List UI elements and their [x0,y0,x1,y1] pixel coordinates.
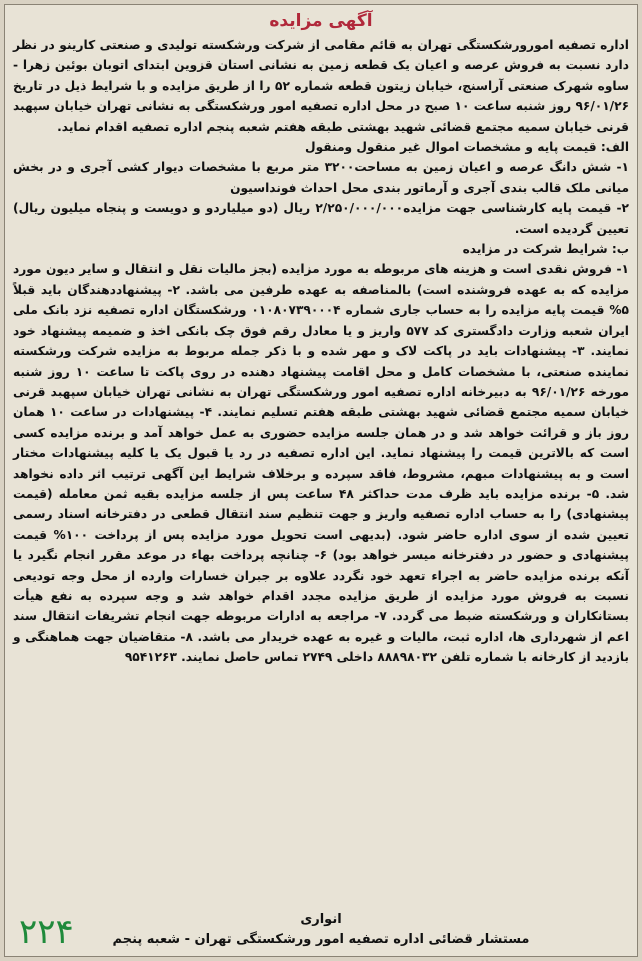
newspaper-clipping [4,4,638,957]
section-b-heading: ب: شرایط شرکت در مزایده [462,242,629,257]
notice-body [5,33,637,668]
signature-role: مستشار قضائی اداره تصفیه امور ورشکستگی تهران - شعبه پنجم [112,932,530,947]
section-b-terms: ۱- فروش نقدی است و هزینه های مربوطه به مورد مزایده (بجز مالیات نقل و انتقال و سایر دیون مورد مزایده که به عهده فروشنده است) بالمناصفه به عهده طرفین می باشد. ۲- پیشنهاددهندگان باید قبلاً ۵% قیمت پایه مزایده را به حساب جاری شماره ۰۱۰۸۰۷۳۹۰۰۰۴ ورشکستگان اداره تصفیه نزد بانک ملی ایران شعبه وزارت دادگستری کد ۵۷۷ واریز و یا معادل رقم فوق چک بانکی اخذ و ضمیمه پیشنهاد خود نمایند. ۳- پیشنهادات باید در پاکت لاک و مهر شده و با ذکر جمله مربوط به مزایده شرکت ورشکسته نماینده صنعتی، با مشخصات کامل و محل اقامت پیشنهاد دهنده در روی پاکت تا ساعت ۱۰ روز شنبه مورخه ۹۶/۰۱/۲۶ به دبیرخانه اداره تصفیه امور ورشکستگی تهران به نشانی تهران خیابان سپهبد قرنی خیابان سمیه مجتمع قضائی شهید بهشتی طبقه هفتم تسلیم نمایند. ۴- پیشنهادات در ساعت ۱۰ همان روز باز و قرائت خواهد شد و در همان جلسه مزایده حضوری به عمل خواهد آمد و برنده مزایده کسی است که بالاترین قیمت را پیشنهاد نماید. این اداره تصفیه در رد یا قبول یک یا کلیه پیشنهادات مختار است و به پیشنهادات مبهم، مشروط، فاقد سپرده و برخلاف شرایط این آگهی ترتیب اثر داده نخواهد شد. ۵- برنده مزایده باید ظرف مدت حداکثر ۴۸ ساعت پس از جلسه مزایده بقیه ثمن معامله (قیمت پیشنهادی) را به حساب اداره تصفیه واریز و جهت تنظیم سند انتقال قطعی در دفترخانه اسناد رسمی تعیین شده از سوی اداره حاضر شود. (بدیهی است تحویل مورد مزایده پس از پرداخت ۱۰۰% قیمت پیشنهادی و حضور در دفترخانه میسر خواهد بود) ۶- چنانچه پرداخت بهاء در موعد مقرر انجام نگیرد یا آنکه برنده مزایده حاضر به اجراء تعهد خود نگردد علاوه بر جبران خسارات وارده از محل وجه تودیعی نسبت به فروش مورد مزایده از طریق مزایده مجدد اقدام خواهد شد و وجه سپرده به نفع هیأت بستانکاران و ورشکسته ضبط می گردد. ۷- مراجعه به ادارات مربوطه جهت انجام تشریفات انتقال سند اعم از شهرداری ها، اداره ثبت، مالیات و غیره به عهده خریدار می باشد. ۸- متقاضیان جهت هماهنگی و بازدید از کارخانه با شماره تلفن ۸۸۸۹۸۰۳۲ داخلی ۲۷۴۹ تماس حاصل نمایند. ۹۵۴۱۲۶۳ [13,262,630,665]
section-a-item-2: ۲- قیمت پایه کارشناسی جهت مزایده۲/۲۵۰/۰۰۰/۰۰۰ ریال (دو میلیاردو و دویست و پنجاه میلیون ریال) تعیین گردیده است. [13,201,629,236]
signature-block [5,910,637,950]
notice-title: آگهی مزایده [269,11,373,31]
signature-name: انواری [300,912,342,927]
intro-paragraph: اداره تصفیه امورورشکستگی تهران به قائم مقامی از شرکت ورشکسته تولیدی و صنعتی کارینو در نظر دارد نسبت به فروش عرصه و اعیان یک قطعه زمین به نشانی استان قزوین ابتدای اتوبان بوئین زهرا - ساوه شهرک صنعتی آراسنج، خیابان زیتون قطعه شماره ۵۲ را از طریق مزایده و با شرایط ذیل در تاریخ ۹۶/۰۱/۲۶ روز شنبه ساعت ۱۰ صبح در محل اداره تصفیه امور ورشکستگی به نشانی تهران خیابان سپهبد قرنی خیابان سمیه مجتمع قضائی شهید بهشتی طبقه هفتم شعبه پنجم اداره تصفیه اقدام نماید. [13,38,630,134]
section-a-heading: الف: قیمت پایه و مشخصات اموال غیر منقول ومنقول [305,140,629,155]
section-a-item-1: ۱- شش دانگ عرصه و اعیان زمین به مساحت۳۲۰۰ متر مربع با مشخصات دیوار کشی آجری و در بخش میانی ملک قالب بندی آجری و آرماتور بندی محل احداث فونداسیون [13,160,629,195]
handwritten-number: ۲۲۴ [19,912,74,952]
